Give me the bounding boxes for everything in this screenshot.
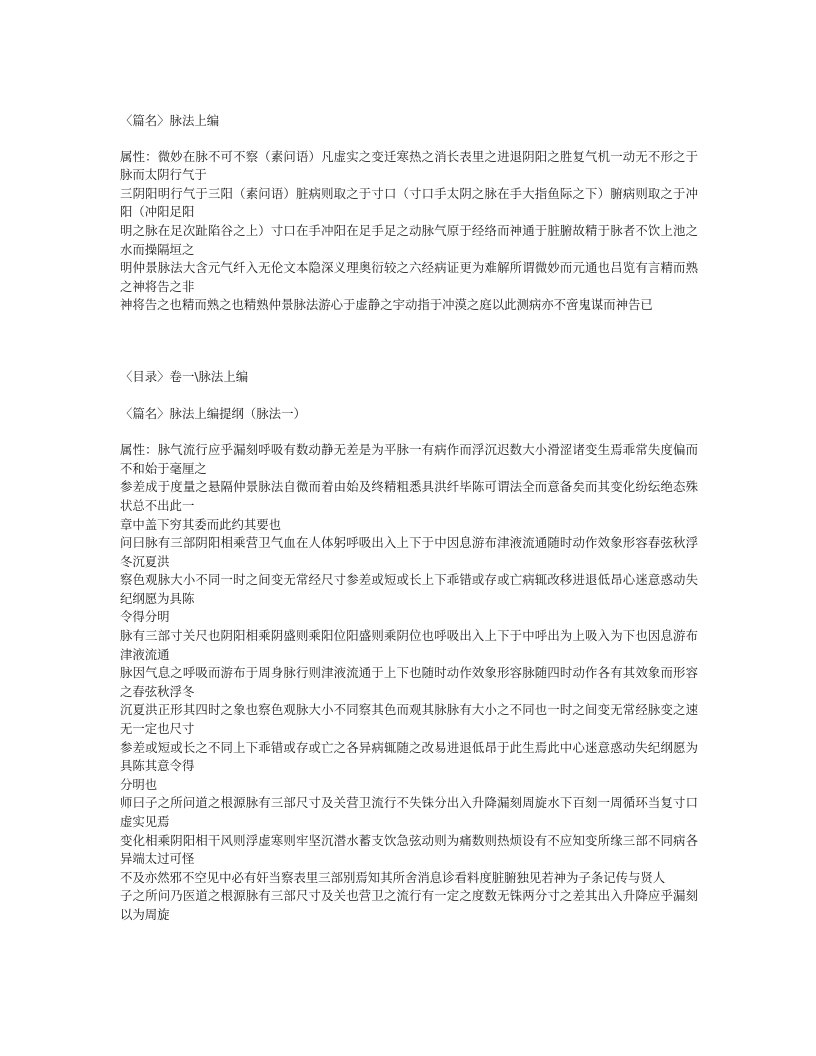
paragraph: 令得分明 — [120, 609, 170, 625]
section-title: 〈篇名〉脉法上编提纲（脉法一） — [120, 405, 306, 421]
document-page — [120, 112, 698, 925]
paragraph: 沉夏洪正形其四时之象也察色观脉大小不同察其色而观其脉脉有大小之不同也一时之间变无常经脉变之速无一定也尺寸 — [120, 702, 698, 737]
paragraph: 属性：脉气流行应乎漏刻呼吸有数动静无差是为平脉一有病作而浮沉迟数大小滑涩诸变生焉乖常失度偏而不和始于毫厘之 — [120, 442, 698, 476]
paragraph: 章中盖下穷其委而此约其要也 — [120, 516, 282, 532]
paragraph: 脉因气息之呼吸而游布于周身脉行则津液流通于上下也随时动作效象形容脉随四时动作各有其效象而形容之春弦秋浮冬 — [120, 665, 698, 699]
paragraph: 不及亦然邪不空见中必有奸当察表里三部别焉知其所舍消息诊看料度脏腑独见若神为子条记传与贤人 — [120, 869, 666, 885]
paragraph: 脉有三部寸关尺也阴阳相乘阴盛则乘阳位阳盛则乘阴位也呼吸出入上下于中呼出为上吸入为下也因息游布津液流通 — [120, 628, 698, 662]
paragraph: 神将告之也精而熟之也精熟仲景脉法游心于虚静之宇动指于冲漠之庭以此测病亦不啻鬼谋而神告已 — [120, 297, 653, 313]
paragraph: 参差或短或长之不同上下乖错或存或亡之各异病辄随之改易进退低昂于此生焉此中心迷意惑动失纪纲愿为具陈其意令得 — [120, 739, 698, 774]
paragraph: 师曰子之所问道之根源脉有三部尺寸及关营卫流行不失铢分出入升降漏刻周旋水下百刻一周循环当复寸口虚实见焉 — [120, 795, 698, 829]
paragraph: 参差成于度量之悬隔仲景脉法自微而着由始及终精粗悉具洪纤毕陈可谓法全而意备矣而其变化纷纭绝态殊状总不出此一 — [120, 479, 698, 513]
paragraph: 问曰脉有三部阴阳相乘营卫气血在人体躬呼吸出入上下于中因息游布津液流通随时动作效象形容春弦秋浮冬沉夏洪 — [120, 535, 698, 569]
paragraph: 明之脉在足次趾陷谷之上）寸口在手冲阳在足手足之动脉气原于经络而神通于脏腑故精于脉者不饮上池之水而操隔垣之 — [120, 222, 698, 257]
section-title: 〈篇名〉脉法上编 — [120, 113, 220, 128]
paragraph: 子之所问乃医道之根源脉有三部尺寸及关也营卫之流行有一定之度数无铢两分寸之差其出入升降应乎漏刻以为周旋 — [120, 888, 698, 922]
paragraph: 变化相乘阴阳相干风则浮虚寒则牢坚沉潜水蓄支饮急弦动则为痛数则热烦设有不应知变所缘三部不同病各异端太过可怪 — [120, 832, 698, 867]
section-body — [120, 441, 698, 924]
paragraph: 属性：微妙在脉不可不察（素问语）凡虚实之变迁寒热之消长表里之进退阴阳之胜复气机一动无不形之于脉而太阴行气于 — [120, 148, 698, 183]
paragraph: 明仲景脉法大含元气纤入无伦文本隐深义理奥衍较之六经病证更为难解所谓微妙而元通也吕览有言精而熟之神将告之非 — [120, 260, 698, 294]
section-body — [120, 148, 698, 315]
paragraph: 分明也 — [120, 776, 158, 792]
paragraph: 三阴阳明行气于三阳（素问语）脏病则取之于寸口（寸口手太阴之脉在手大指鱼际之下）腑病则取之于冲阳（冲阳足阳 — [120, 185, 698, 220]
catalog-heading: 〈目录〉卷一\脉法上编 — [120, 368, 249, 384]
paragraph: 察色观脉大小不同一时之间变无常经尺寸参差或短或长上下乖错或存或亡病辄改移进退低昂心迷意惑动失纪纲愿为具陈 — [120, 572, 698, 606]
